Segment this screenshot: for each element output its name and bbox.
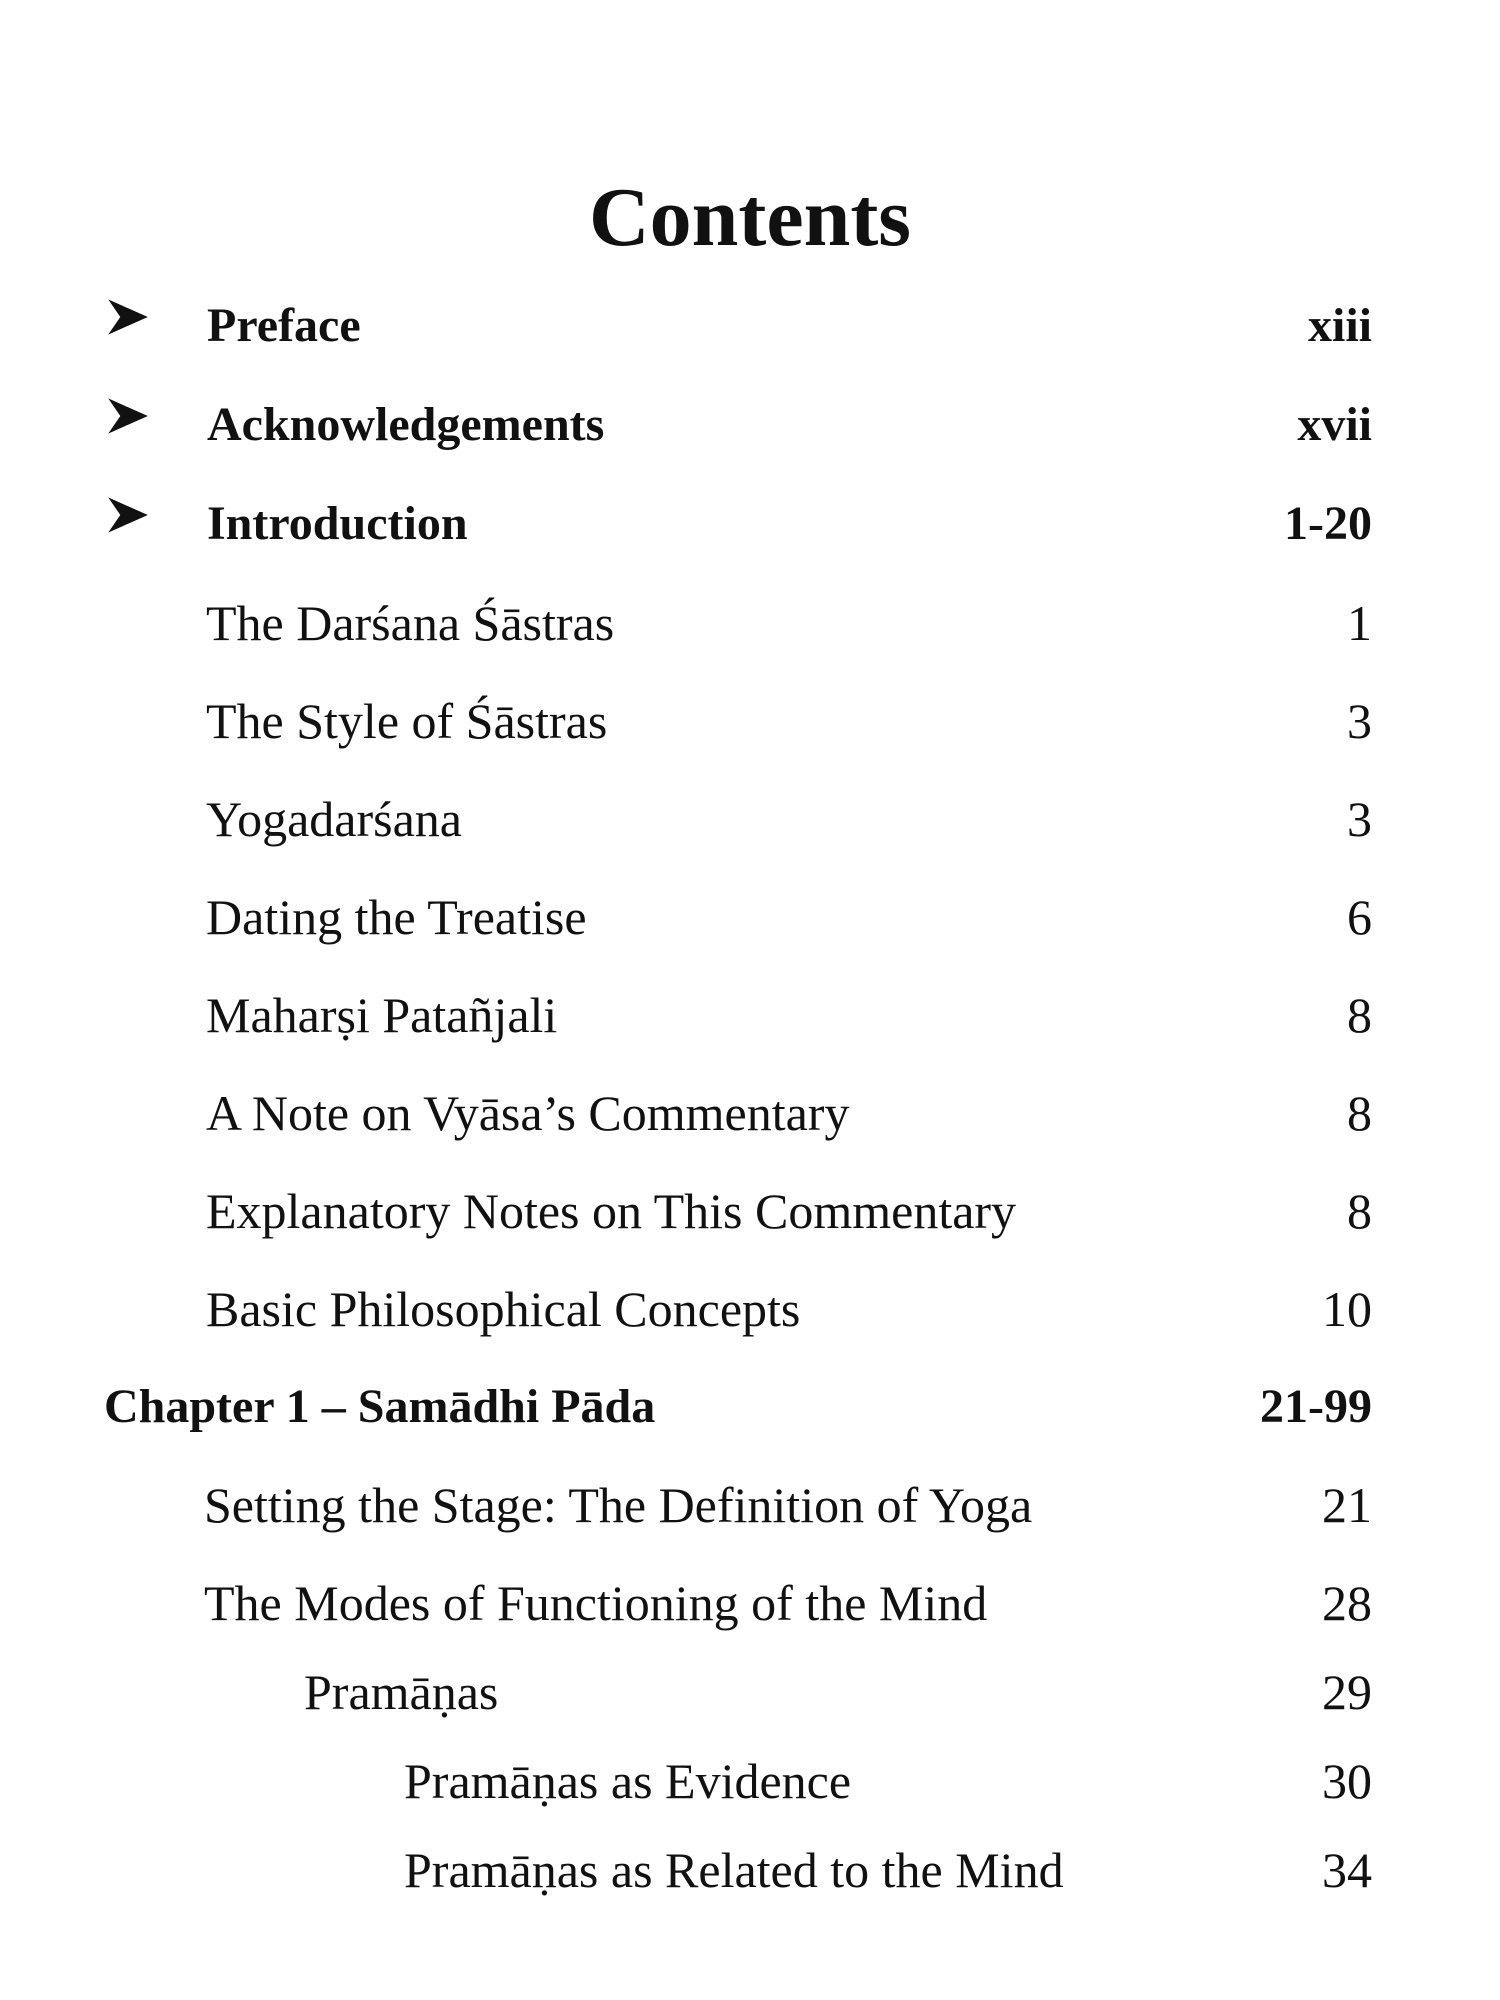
toc-entry-page: 29 xyxy=(1322,1664,1372,1720)
toc-entry-page: 21-99 xyxy=(1260,1380,1372,1433)
toc-entry-pramanas-related-to-mind[interactable] xyxy=(0,1835,1500,1905)
toc-entry-page: 30 xyxy=(1322,1753,1372,1809)
toc-entry-page: xiii xyxy=(1307,299,1372,352)
toc-entry-yogadarsana[interactable] xyxy=(0,784,1500,854)
toc-entry-label: Chapter 1 – Samādhi Pāda xyxy=(104,1380,656,1433)
toc-entry-label: Preface xyxy=(207,299,361,352)
toc-entry-page: 34 xyxy=(1322,1842,1372,1898)
toc-entry-page: xvii xyxy=(1297,398,1372,451)
toc-entry-label: Pramāṇas xyxy=(304,1664,499,1720)
toc-entry-label: Pramāṇas as Related to the Mind xyxy=(404,1842,1064,1898)
toc-entry-pramanas[interactable] xyxy=(0,1657,1500,1727)
toc-entry-label: Pramāṇas as Evidence xyxy=(404,1753,852,1809)
toc-entry-page: 1-20 xyxy=(1284,497,1372,550)
toc-entry-darsana-sastras[interactable] xyxy=(0,588,1500,658)
toc-entry-dating-the-treatise[interactable] xyxy=(0,882,1500,952)
toc-entry-style-of-sastras[interactable] xyxy=(0,686,1500,756)
toc-entry-page: 28 xyxy=(1322,1575,1372,1631)
toc-entry-label: Introduction xyxy=(207,497,468,550)
toc-entry-page: 10 xyxy=(1322,1281,1372,1337)
toc-entry-modes-of-mind[interactable] xyxy=(0,1568,1500,1638)
arrowhead-bullet-icon xyxy=(106,295,150,339)
toc-entry-label: Explanatory Notes on This Commentary xyxy=(206,1183,1017,1239)
toc-entry-preface[interactable] xyxy=(0,291,1500,361)
arrowhead-bullet-icon xyxy=(106,394,150,438)
toc-entry-label: Acknowledgements xyxy=(207,398,605,451)
toc-entry-introduction[interactable] xyxy=(0,489,1500,559)
toc-entry-label: A Note on Vyāsa’s Commentary xyxy=(206,1085,850,1141)
toc-entry-page: 8 xyxy=(1347,987,1372,1043)
toc-entry-label: Dating the Treatise xyxy=(206,889,587,945)
toc-entry-page: 6 xyxy=(1347,889,1372,945)
toc-entry-page: 3 xyxy=(1347,791,1372,847)
toc-entry-acknowledgements[interactable] xyxy=(0,390,1500,460)
toc-entry-chapter-1[interactable] xyxy=(0,1372,1500,1442)
toc-entry-page: 3 xyxy=(1347,693,1372,749)
toc-entry-label: The Style of Śāstras xyxy=(206,693,608,749)
toc-entry-note-on-vyasa[interactable] xyxy=(0,1078,1500,1148)
toc-entry-page: 8 xyxy=(1347,1183,1372,1239)
page-title: Contents xyxy=(588,171,911,264)
toc-entry-maharsi-patanjali[interactable] xyxy=(0,980,1500,1050)
toc-entry-explanatory-notes[interactable] xyxy=(0,1176,1500,1246)
toc-entry-basic-concepts[interactable] xyxy=(0,1274,1500,1344)
toc-entry-page: 8 xyxy=(1347,1085,1372,1141)
toc-entry-label: Yogadarśana xyxy=(206,791,462,847)
toc-entry-page: 1 xyxy=(1347,595,1372,651)
toc-entry-label: Setting the Stage: The Definition of Yoga xyxy=(204,1477,1033,1533)
toc-entry-setting-the-stage[interactable] xyxy=(0,1470,1500,1540)
toc-entry-pramanas-as-evidence[interactable] xyxy=(0,1746,1500,1816)
toc-entry-page: 21 xyxy=(1322,1477,1372,1533)
toc-entry-label: The Darśana Śāstras xyxy=(206,595,615,651)
toc-entry-label: Basic Philosophical Concepts xyxy=(206,1281,801,1337)
toc-entry-label: The Modes of Functioning of the Mind xyxy=(204,1575,988,1631)
toc-entry-label: Maharṣi Patañjali xyxy=(206,987,558,1043)
arrowhead-bullet-icon xyxy=(106,493,150,537)
